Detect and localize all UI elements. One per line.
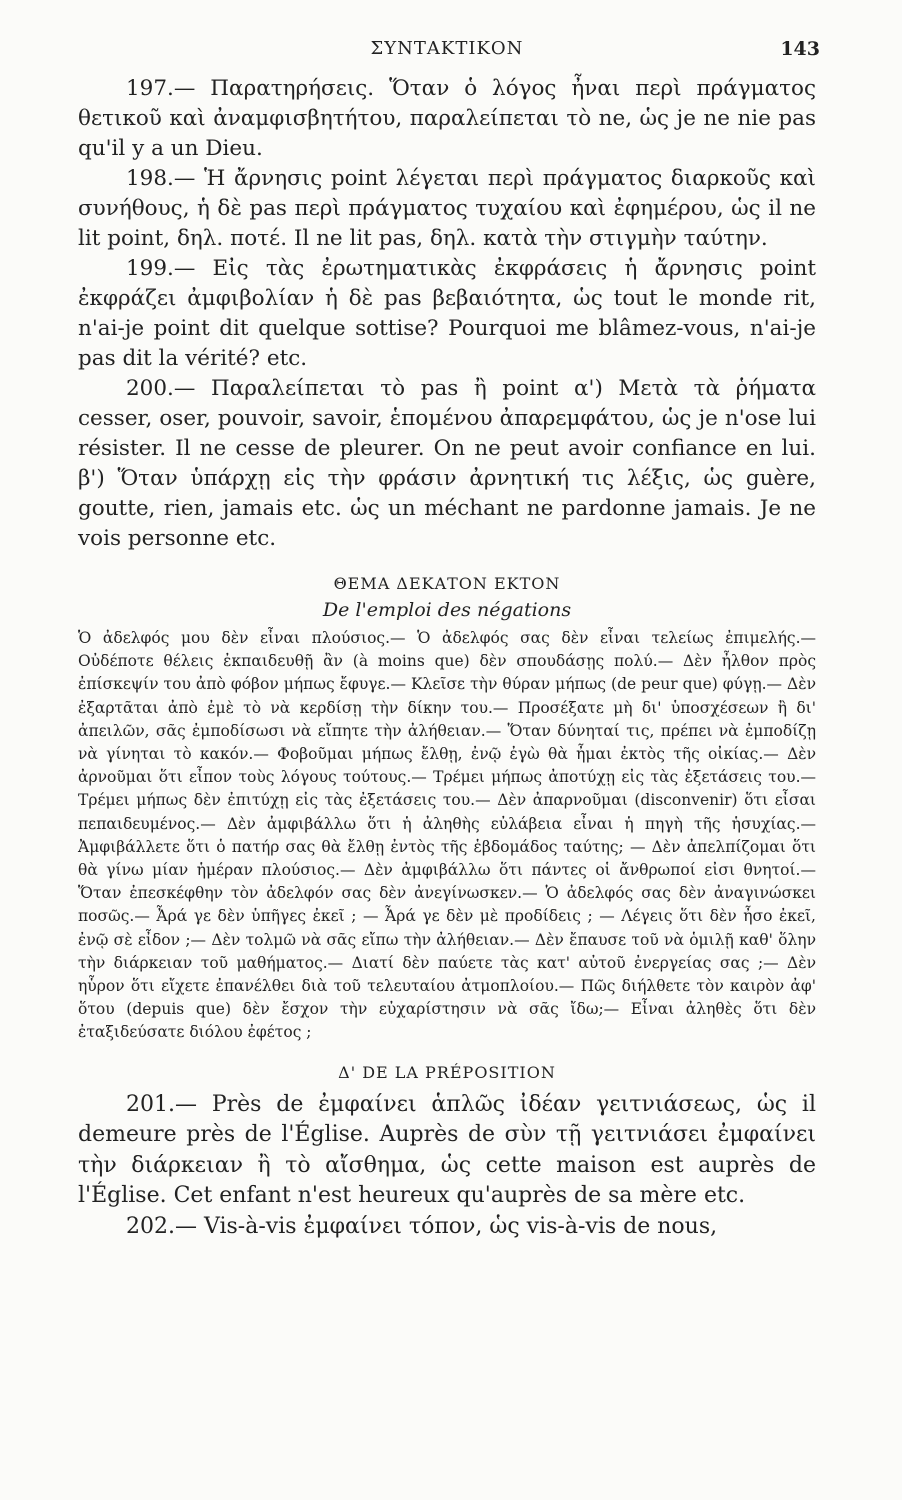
- page-number: 143: [780, 38, 820, 60]
- paragraph-text: — Παραλείπεται τὸ pas ἢ point α') Μετὰ τὰ ῥήματα cesser, oser, pouvoir, savoir, ἑπομένου ἀπαρεμφάτου, ὡς je n'ose lui résister. Il ne cesse de pleurer. On ne peut avoir confiance en lui. β') Ὅταν ὑπάρχῃ εἰς τὴν φράσιν ἀρνητική τις λέξις, ὡς guère, goutte, rien, jamais etc. ὡς un méchant ne pardonne jamais. Je ne vois personne etc.: [78, 376, 816, 551]
- paragraph-number: 201.: [126, 1091, 175, 1117]
- exercise-subtitle: De l'emploi des négations: [322, 599, 572, 621]
- paragraph-201: [78, 1090, 816, 1212]
- paragraph-197: [78, 74, 816, 164]
- paragraph-text: — Ἡ ἄρνησις point λέγεται περὶ πράγματος διαρκοῦς καὶ συνήθους, ἡ δὲ pas περὶ πράγματος τυχαίου καὶ ἐφημέρου, ὡς il ne lit point, δηλ. ποτέ. Il ne lit pas, δηλ. κατὰ τὴν στιγμὴν ταύτην.: [78, 166, 816, 251]
- paragraph-199: [78, 254, 816, 374]
- exercise-heading: ΘΕΜΑ ΔΕΚΑΤΟΝ ΕΚΤΟΝ: [333, 574, 561, 593]
- paragraph-number: 200.: [126, 376, 174, 401]
- exercise-text: Ὁ ἀδελφός μου δὲν εἶναι πλούσιος.— Ὁ ἀδελφός σας δὲν εἶναι τελείως ἐπιμελής.— Οὐδέποτε θέλεις ἐκπαιδευθῇ ἂν (à moins que) δὲν σπουδάσῃς πολύ.— Δὲν ἦλθον πρὸς ἐπίσκεψίν του ἀπὸ φόβον μήπως ἔφυγε.— Κλεῖσε τὴν θύραν μήπως (de peur que) φύγῃ.— Δὲν ἐξαρτᾶται ἀπὸ ἐμὲ τὸ νὰ κερδίσῃ τὴν δίκην του.— Προσέξατε μὴ δι' ὑποσχέσεων ἢ δι' ἀπειλῶν, σᾶς ἐμποδίσωσι νὰ εἴπητε τὴν ἀλήθειαν.— Ὅταν δύνηταί τις, πρέπει νὰ ἐμποδίζῃ νὰ γίνηται τὸ κακόν.— Φοβοῦμαι μήπως ἔλθῃ, ἐνῷ ἐγὼ θὰ ἦμαι ἐκτὸς τῆς οἰκίας.— Δὲν ἀρνοῦμαι ὅτι εἶπον τοὺς λόγους τούτους.— Τρέμει μήπως ἀποτύχῃ εἰς τὰς ἐξετάσεις του.— Τρέμει μήπως δὲν ἐπιτύχῃ εἰς τὰς ἐξετάσεις του.— Δὲν ἀπαρνοῦμαι (disconvenir) ὅτι εἶσαι πεπαιδευμένος.— Δὲν ἀμφιβάλλω ὅτι ἡ ἀληθὴς εὐλάβεια εἶναι ἡ πηγὴ τῆς ἡσυχίας.— Ἀμφιβάλλετε ὅτι ὁ πατήρ σας θὰ ἔλθῃ ἐντὸς τῆς ἑβδομάδος ταύτης; — Δὲν ἀπελπίζομαι ὅτι θὰ γίνω μίαν ἡμέραν πλούσιος.— Δὲν ἀμφιβάλλω ὅτι πάντες οἱ ἄνθρωποί εἰσι θνητοί.— Ὅταν ἐπεσκέφθην τὸν ἀδελφόν σας δὲν ἀνεγίνωσκεν.— Ὁ ἀδελφός σας δὲν ἀναγινώσκει ποσῶς.— Ἆρά γε δὲν ὑπῆγες ἐκεῖ ; — Ἆρά γε δὲν μὲ προδίδεις ; — Λέγεις ὅτι δὲν ἦσο ἐκεῖ, ἐνῷ σὲ εἶδον ;— Δὲν τολμῶ νὰ σᾶς εἴπω τὴν ἀλήθειαν.— Δὲν ἔπαυσε τοῦ νὰ ὁμιλῇ καθ' ὅλην τὴν διάρκειαν τοῦ μαθήματος.— Διατί δὲν παύετε τὰς κατ' αὐτοῦ ἐνεργείας σας ;— Δὲν ηὗρον ὅτι εἴχετε ἐπανέλθει διὰ τοῦ τελευταίου ἀτμοπλοίου.— Πῶς διήλθετε τὸν καιρὸν ἀφ' ὅτου (depuis que) δὲν ἔσχον τὴν εὐχαρίστησιν νὰ σᾶς ἴδω;— Εἶναι ἀληθὲς ὅτι δὲν ἐταξιδεύσατε διόλου ἐφέτος ;: [78, 629, 816, 1042]
- paragraph-text: — Παρατηρήσεις. Ὅταν ὁ λόγος ἦναι περὶ πράγματος θετικοῦ καὶ ἀναμφισβητήτου, παραλείπεται τὸ ne, ὡς je ne nie pas qu'il y a un Dieu.: [78, 76, 816, 161]
- paragraph-200: [78, 374, 816, 554]
- paragraph-text: — Εἰς τὰς ἐρωτηματικὰς ἐκφράσεις ἡ ἄρνησις point ἐκφράζει ἀμφιβολίαν ἡ δὲ pas βεβαιότητα, ὡς tout le monde rit, n'ai-je point dit quelque sottise? Pourquoi me blâmez-vous, n'ai-je pas dit la vérité? etc.: [78, 256, 816, 371]
- paragraph-text: — Près de ἐμφαίνει ἁπλῶς ἰδέαν γειτνιάσεως, ὡς il demeure près de l'Église. Auprès de σὺν τῇ γειτνιάσει ἐμφαίνει τὴν διάρκειαν ἢ τὸ αἴσθημα, ὡς cette maison est auprès de l'Église. Cet enfant n'est heureux qu'auprès de sa mère etc.: [78, 1091, 816, 1209]
- chapter-heading: Δ' DE LA PRÉPOSITION: [338, 1062, 556, 1082]
- paragraph-number: 197.: [126, 76, 174, 101]
- page-header: [78, 38, 820, 74]
- paragraph-number: 202.: [126, 1213, 175, 1239]
- running-title: ΣΥΝΤΑΚΤΙΚΟΝ: [370, 38, 524, 59]
- paragraph-202: [78, 1212, 816, 1243]
- paragraph-text: — Vis-à-vis ἐμφαίνει τόπον, ὡς vis-à-vis de nous,: [174, 1213, 718, 1239]
- paragraph-198: [78, 164, 816, 254]
- paragraph-number: 198.: [126, 166, 174, 191]
- paragraph-number: 199.: [126, 256, 174, 281]
- book-page: [78, 38, 820, 1242]
